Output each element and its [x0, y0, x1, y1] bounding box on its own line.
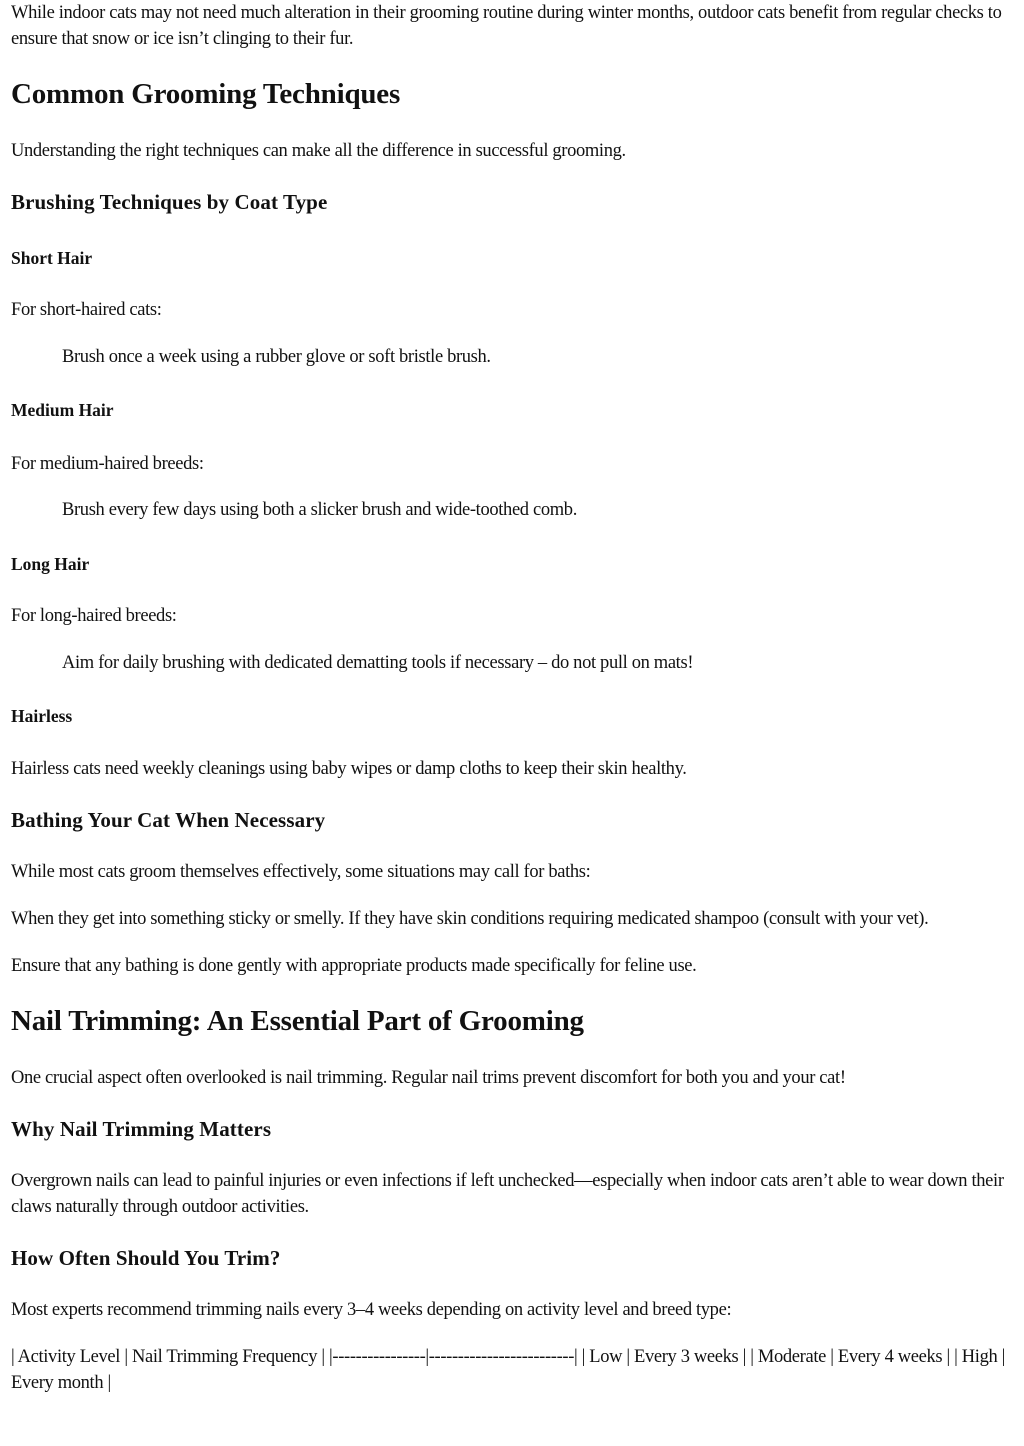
medium-hair-lead: For medium-haired breeds:	[11, 454, 204, 474]
brushing-heading: Brushing Techniques by Coat Type	[11, 190, 328, 214]
short-hair-lead: For short-haired cats:	[11, 300, 162, 320]
long-hair-heading: Long Hair	[11, 554, 90, 574]
medium-hair-quote: Brush every few days using both a slicker brush and wide-toothed comb.	[62, 500, 577, 520]
common-grooming-heading: Common Grooming Techniques	[11, 78, 401, 110]
short-hair-quote: Brush once a week using a rubber glove or soft bristle brush.	[62, 347, 491, 367]
why-nail-trimming-text: Overgrown nails can lead to painful injuries or even infections if left unchecked—especially when indoor cats aren’t able to wear down their claws naturally through outdoor activities.	[11, 1171, 1004, 1217]
long-hair-quote: Aim for daily brushing with dedicated dematting tools if necessary – do not pull on mats!	[62, 653, 694, 673]
how-often-text: Most experts recommend trimming nails every 3–4 weeks depending on activity level and breed type:	[11, 1300, 732, 1320]
short-hair-heading: Short Hair	[11, 248, 93, 268]
how-often-heading: How Often Should You Trim?	[11, 1246, 281, 1270]
bathing-paragraph-3: Ensure that any bathing is done gently with appropriate products made specifically for feline use.	[11, 956, 697, 976]
hairless-text: Hairless cats need weekly cleanings using baby wipes or damp cloths to keep their skin healthy.	[11, 759, 687, 779]
nail-trimming-heading: Nail Trimming: An Essential Part of Grooming	[11, 1005, 584, 1037]
bathing-paragraph-1: While most cats groom themselves effectively, some situations may call for baths:	[11, 862, 591, 882]
nail-trimming-intro: One crucial aspect often overlooked is nail trimming. Regular nail trims prevent discomfort for both you and your cat!	[11, 1068, 846, 1088]
bathing-heading: Bathing Your Cat When Necessary	[11, 808, 326, 832]
trimming-frequency-table-text: | Activity Level | Nail Trimming Frequency | |----------------|-------------------------| | Low | Every 3 weeks | | Moderate | Every 4 weeks | | High | Every month |	[11, 1347, 1006, 1393]
intro-paragraph: While indoor cats may not need much alteration in their grooming routine during winter months, outdoor cats benefit from regular checks to ensure that snow or ice isn’t clinging to their fur.	[11, 3, 1002, 49]
hairless-heading: Hairless	[11, 706, 73, 726]
long-hair-lead: For long-haired breeds:	[11, 606, 177, 626]
why-nail-trimming-heading: Why Nail Trimming Matters	[11, 1117, 272, 1141]
bathing-paragraph-2: When they get into something sticky or smelly. If they have skin conditions requiring medicated shampoo (consult with your vet).	[11, 909, 929, 929]
medium-hair-heading: Medium Hair	[11, 400, 114, 420]
common-grooming-intro: Understanding the right techniques can make all the difference in successful grooming.	[11, 141, 626, 161]
